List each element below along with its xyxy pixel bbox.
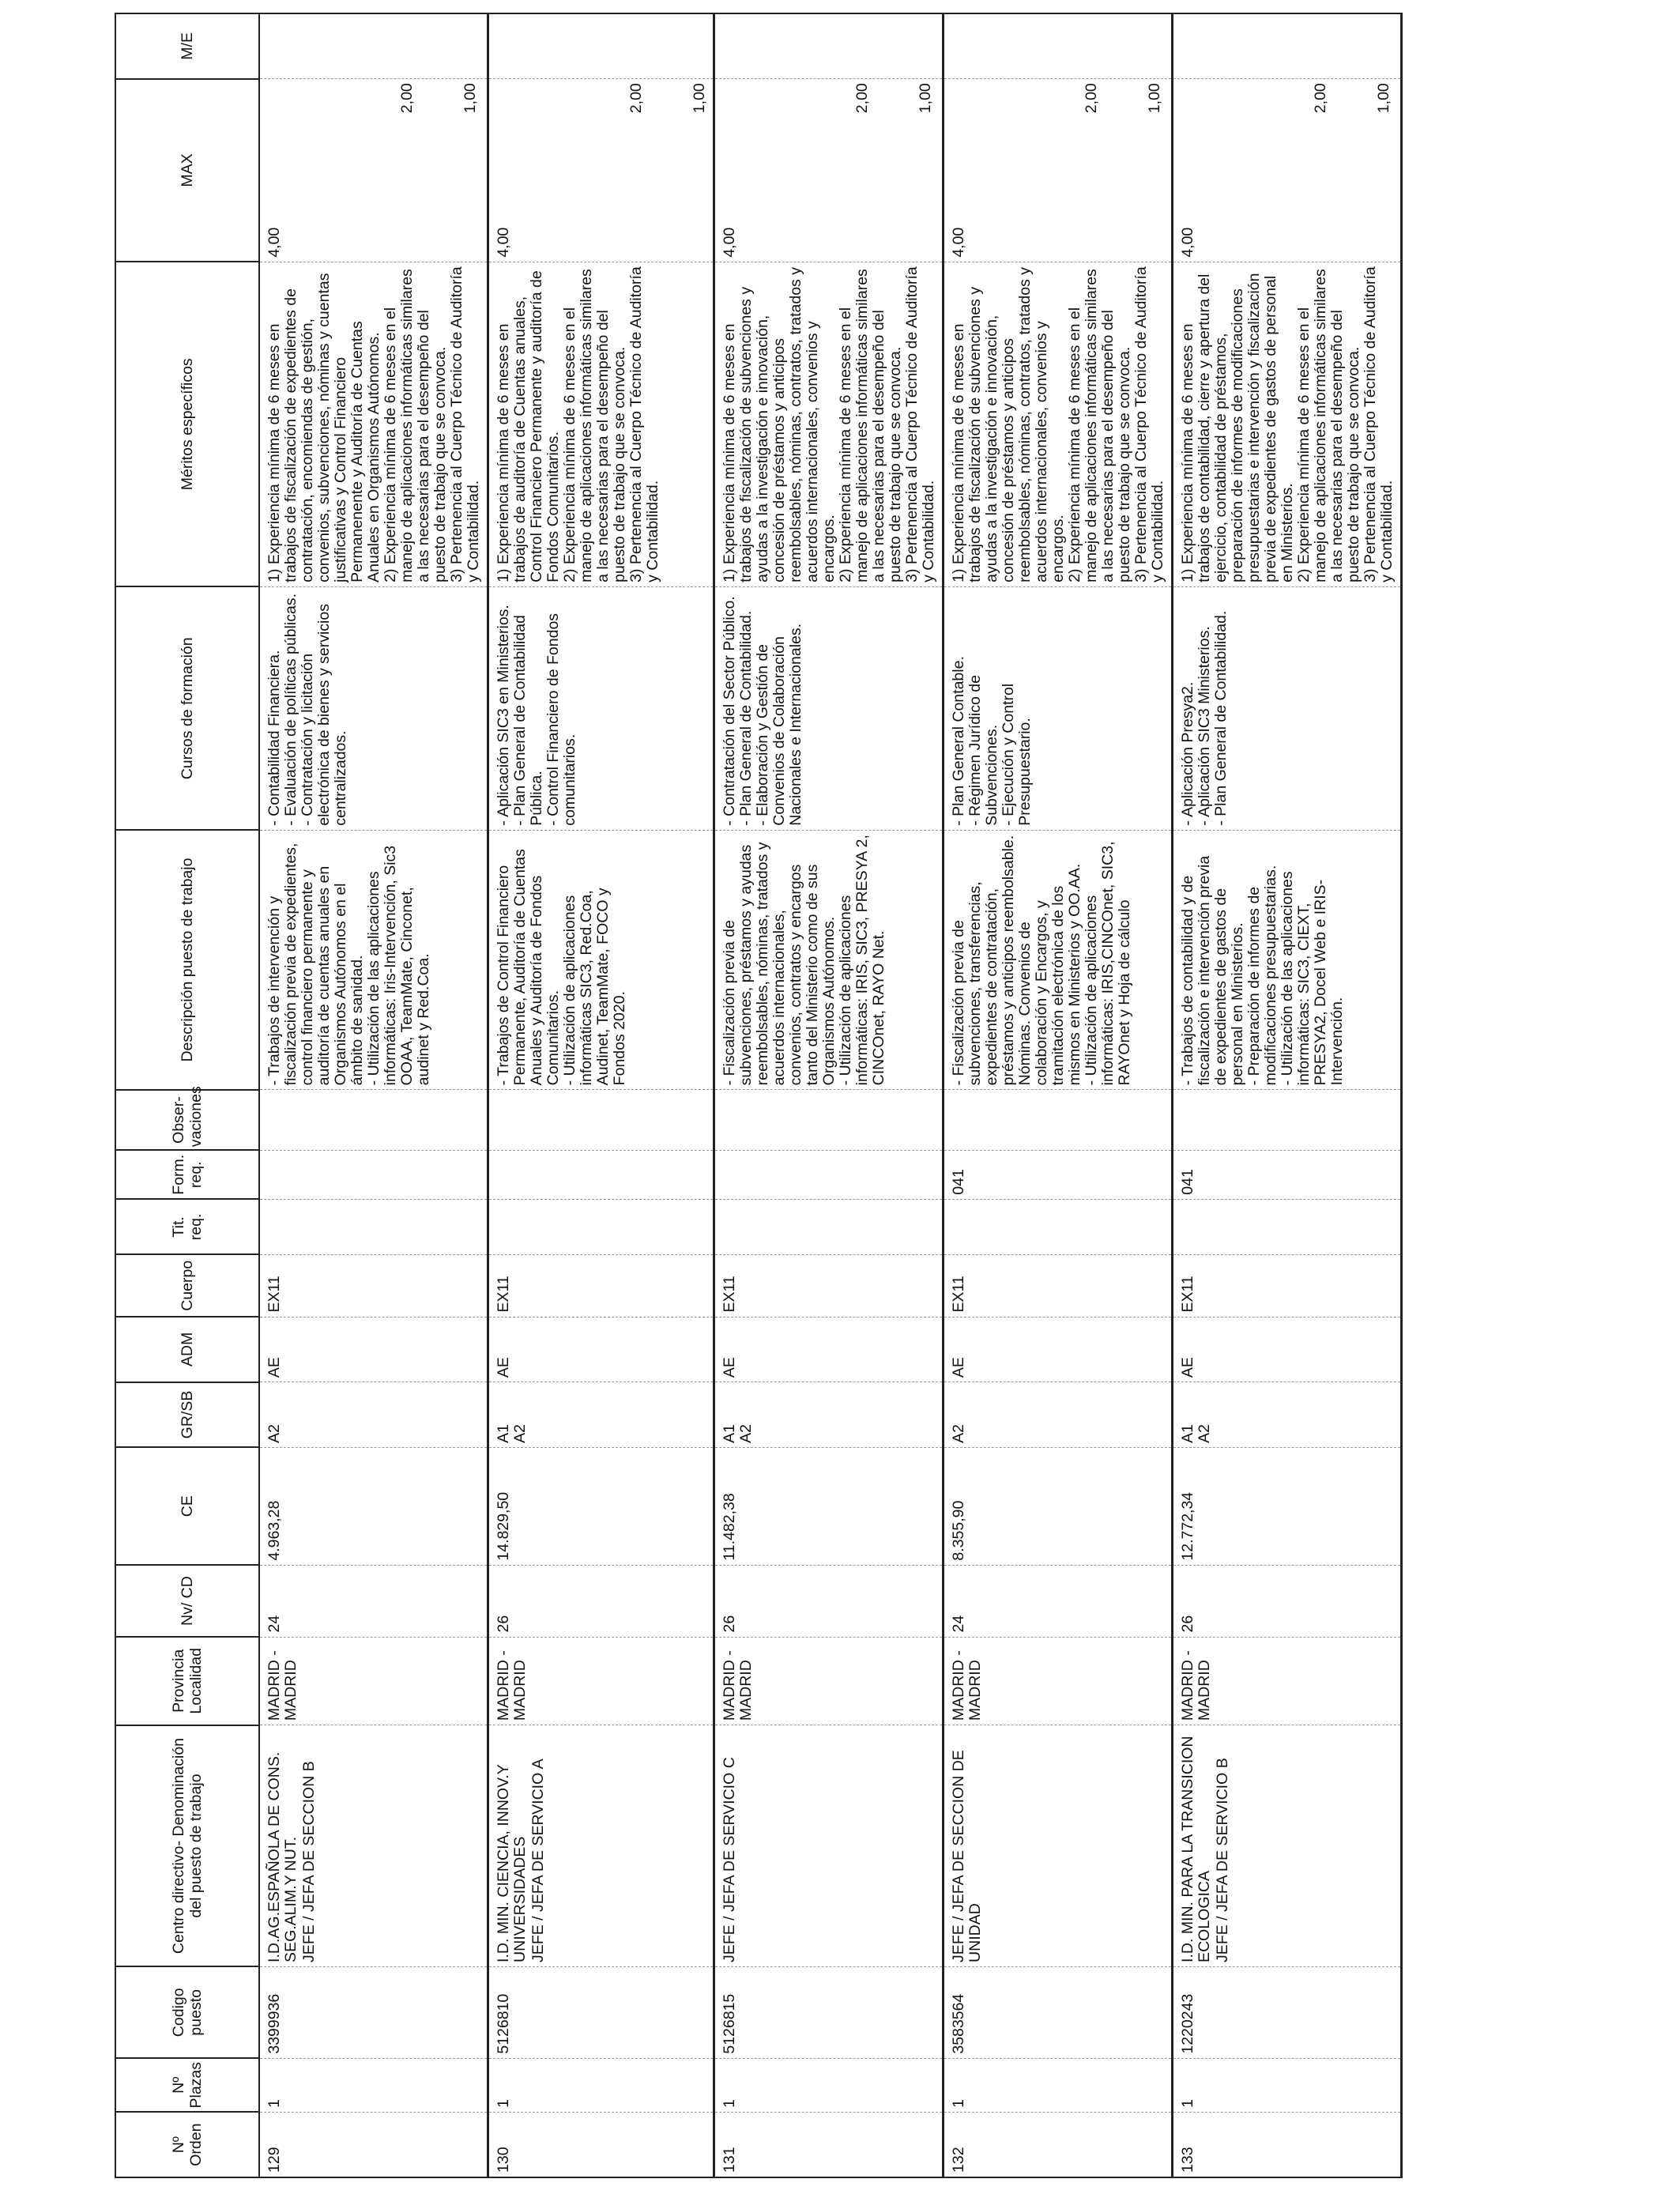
cell-cuerpo xyxy=(488,1255,714,1318)
cell-nivel xyxy=(488,1565,714,1637)
cell-ce xyxy=(714,1447,944,1565)
cell-text-grsb: A1 A2 xyxy=(721,1423,755,1443)
positions-table xyxy=(115,13,1403,2178)
cell-text-provincia: MADRID - MADRID xyxy=(266,1650,299,1721)
table-body xyxy=(259,13,1402,2177)
cell-text-cuerpo: EX11 xyxy=(721,1276,738,1313)
cell-meritos xyxy=(714,262,944,586)
cell-text-grsb: A1 A2 xyxy=(495,1423,529,1443)
cell-descripcion xyxy=(259,830,488,1090)
cell-text-plazas: 1 xyxy=(1179,2098,1196,2108)
position-title: JEFE / JEFA DE SECCION B xyxy=(300,1761,318,1962)
max-score: 1,00 xyxy=(917,83,934,114)
cell-text-codigo: 5126815 xyxy=(721,1993,738,2054)
cell-centro xyxy=(488,1725,714,1967)
cell-text-form: 041 xyxy=(1179,1169,1196,1195)
cell-cuerpo xyxy=(1173,1255,1402,1318)
cell-text-plazas: 1 xyxy=(950,2098,967,2108)
section-title: I.D.AG.ESPAÑOLA DE CONS. SEG.ALIM.Y NUT. xyxy=(266,1751,299,1962)
cell-tit xyxy=(714,1199,944,1254)
cell-codigo xyxy=(259,1966,488,2058)
cell-text-cuerpo: EX11 xyxy=(950,1276,967,1313)
header-plazas: Nº Plazas xyxy=(115,2058,259,2112)
cell-me xyxy=(714,13,944,79)
cell-tit xyxy=(944,1199,1173,1254)
cell-grsb xyxy=(259,1382,488,1448)
cell-nivel xyxy=(1173,1565,1402,1637)
cell-text-provincia: MADRID - MADRID xyxy=(495,1650,529,1721)
cell-text-orden: 130 xyxy=(495,2147,512,2173)
header-cursos: Cursos de formación xyxy=(115,586,259,830)
cell-text-nivel: 26 xyxy=(721,1615,738,1633)
cell-form xyxy=(259,1150,488,1199)
cell-cursos xyxy=(944,586,1173,830)
cell-provincia xyxy=(714,1637,944,1725)
cell-me xyxy=(944,13,1173,79)
cell-orden xyxy=(944,2112,1173,2177)
cell-max xyxy=(259,79,488,262)
cell-text-grsb: A1 A2 xyxy=(1179,1423,1213,1443)
cell-plazas xyxy=(714,2058,944,2112)
cell-text-cursos: - Aplicación SIC3 en Ministerios. - Plan General de Contabilidad Pública. - Control Financiero de Fondos comunitarios. xyxy=(495,605,578,826)
cell-descripcion xyxy=(488,830,714,1090)
cell-text-descripcion: - Fiscalización previa de subvenciones, transferencias, expedientes de contratación, préstamos y anticipos reembolsable. Nóminas. Convenios de colaboración y Encargos, y tramitación electrónica de los mismos en Ministerios y OO.AA. - Utilización de aplicaciones informáticas: IRIS,CINCOnet, SIC3, RAYOnet y Hoja de cálculo xyxy=(950,835,1133,1086)
cell-codigo xyxy=(1173,1966,1402,2058)
cell-tit xyxy=(488,1199,714,1254)
cell-nivel xyxy=(714,1565,944,1637)
cell-plazas xyxy=(1173,2058,1402,2112)
cell-meritos xyxy=(944,262,1173,586)
max-score: 4,00 xyxy=(266,227,283,258)
cell-max xyxy=(944,79,1173,262)
cell-ce xyxy=(944,1447,1173,1565)
header-obs: Obser- vaciones xyxy=(115,1090,259,1150)
cell-max xyxy=(488,79,714,262)
header-codigo: Codigo puesto xyxy=(115,1966,259,2058)
cell-text-cursos: - Contratación del Sector Público. - Plan General de Contabilidad. - Elaboración y Gestión de Convenios de Colaboración Nacionales e Internacionales. xyxy=(721,596,804,826)
cell-grsb xyxy=(1173,1382,1402,1448)
cell-me xyxy=(259,13,488,79)
cell-nivel xyxy=(944,1565,1173,1637)
cell-text-provincia: MADRID - MADRID xyxy=(950,1650,984,1721)
cell-ce xyxy=(1173,1447,1402,1565)
cell-text-cuerpo: EX11 xyxy=(266,1276,283,1313)
cell-text-ce: 11.482,38 xyxy=(721,1493,738,1561)
cell-text-nivel: 26 xyxy=(1179,1615,1196,1633)
cell-text-orden: 133 xyxy=(1179,2147,1196,2173)
header-provincia: Provincia Localidad xyxy=(115,1637,259,1725)
cell-text-ce: 4.963,28 xyxy=(266,1500,283,1561)
header-max: MAX xyxy=(115,79,259,262)
cell-text-codigo: 5126810 xyxy=(495,1993,512,2054)
header-me: M/E xyxy=(115,13,259,79)
max-score: 4,00 xyxy=(721,227,738,258)
cell-cuerpo xyxy=(944,1255,1173,1318)
cell-text-adm: AE xyxy=(266,1357,283,1378)
header-orden: Nº Orden xyxy=(115,2112,259,2177)
cell-text-meritos: 1) Experiencia mínima de 6 meses en trabajos de contabilidad, cierre y apertura del ejercicio, contabilidad de préstamos, preparación de informes de modificaciones presupuestarias e intervención y fiscalización previa de expedientes de gastos de personal en Ministerios. 2) Experiencia mínima de 6 meses en el manejo de aplicaciones informáticas similares a las necesarias para el desempeño del puesto de trabajo que se convoca. 3) Pertenencia al Cuerpo Técnico de Auditoría y Contabilidad. xyxy=(1179,266,1396,582)
cell-text-ce: 8.355,90 xyxy=(950,1500,967,1561)
cell-meritos xyxy=(1173,262,1402,586)
max-score: 4,00 xyxy=(950,227,967,258)
cell-codigo xyxy=(714,1966,944,2058)
cell-plazas xyxy=(944,2058,1173,2112)
cell-text-meritos: 1) Experiencia mínima de 6 meses en trabajos de fiscalización de expedientes de contratación, encomiendas de gestión, convenios, subvenciones, nóminas y cuentas justificativas y Control Financiero Permanenente y Auditoría de Cuentas Anuales en Organismos Autónomos. 2) Experiencia mínima de 6 meses en el manejo de aplicaciones informáticas similares a las necesarias para el desempeño del puesto de trabajo que se convoca. 3) Pertenencia al Cuerpo Técnico de Auditoría y Contabilidad. xyxy=(266,266,482,582)
cell-centro xyxy=(714,1725,944,1967)
cell-grsb xyxy=(714,1382,944,1448)
cell-ce xyxy=(488,1447,714,1565)
cell-ce xyxy=(259,1447,488,1565)
cell-text-codigo: 1220243 xyxy=(1179,1993,1196,2054)
cell-text-plazas: 1 xyxy=(266,2098,283,2108)
cell-max xyxy=(1173,79,1402,262)
cell-descripcion xyxy=(944,830,1173,1090)
cell-text-provincia: MADRID - MADRID xyxy=(721,1650,755,1721)
cell-obs xyxy=(1173,1090,1402,1150)
cell-text-provincia: MADRID - MADRID xyxy=(1179,1650,1213,1721)
max-score: 4,00 xyxy=(1179,227,1196,258)
section-title: I.D. MIN. CIENCIA, INNOV.Y UNIVERSIDADES xyxy=(495,1764,529,1962)
cell-text-cursos: - Plan General Contable. - Régimen Jurídico de Subvenciones. - Ejecución y Control Presupuestario. xyxy=(950,656,1034,826)
cell-text-grsb: A2 xyxy=(266,1423,283,1443)
cell-text-cursos: - Aplicación Presya2. - Aplicación SIC3 Ministerios. - Plan General de Contabilidad. xyxy=(1179,610,1230,826)
cell-provincia xyxy=(1173,1637,1402,1725)
header-grsb: GR/SB xyxy=(115,1382,259,1448)
cell-cursos xyxy=(1173,586,1402,830)
cell-text-orden: 129 xyxy=(266,2147,283,2173)
cell-text-orden: 132 xyxy=(950,2147,967,2173)
cell-text-grsb: A2 xyxy=(950,1423,967,1443)
cell-form xyxy=(488,1150,714,1199)
cell-obs xyxy=(488,1090,714,1150)
cell-adm xyxy=(259,1317,488,1382)
cell-orden xyxy=(1173,2112,1402,2177)
cell-text-cuerpo: EX11 xyxy=(495,1276,512,1313)
cell-tit xyxy=(259,1199,488,1254)
position-title: JEFE / JEFA DE SERVICIO C xyxy=(721,1757,738,1962)
cell-text-descripcion: - Trabajos de intervención y fiscalización previa de expedientes, control financiero permanente y auditoría de cuentas anuales en Organismos Autónomos en el ámbito de sanidad. - Utilización de las aplicaciones informáticas: Iris-Intervención, Sic3 OOAA, TeamMate, Cinconet, audinet y Red.Coa. xyxy=(266,843,432,1086)
max-score: 1,00 xyxy=(1375,83,1392,114)
max-score: 2,00 xyxy=(627,83,645,114)
cell-max xyxy=(714,79,944,262)
table-row xyxy=(944,13,1173,2177)
cell-text-adm: AE xyxy=(721,1357,738,1378)
cell-cursos xyxy=(259,586,488,830)
cell-provincia xyxy=(944,1637,1173,1725)
cell-text-ce: 14.829,50 xyxy=(495,1491,512,1561)
cell-text-adm: AE xyxy=(950,1357,967,1378)
cell-provincia xyxy=(488,1637,714,1725)
cell-text-nivel: 24 xyxy=(266,1615,283,1633)
cell-obs xyxy=(714,1090,944,1150)
cell-orden xyxy=(488,2112,714,2177)
header-ce: CE xyxy=(115,1447,259,1565)
max-score: 1,00 xyxy=(691,83,708,114)
cell-form xyxy=(1173,1150,1402,1199)
cell-centro xyxy=(1173,1725,1402,1967)
cell-meritos xyxy=(259,262,488,586)
cell-meritos xyxy=(488,262,714,586)
header-descripcion: Descripción puesto de trabajo xyxy=(115,830,259,1090)
cell-tit xyxy=(1173,1199,1402,1254)
cell-text-meritos: 1) Experiencia mínima de 6 meses en trabajos de fiscalización de subvenciones y ayudas a la investigación e innovación, concesión de préstamos y anticipos reembolsables, nóminas, contratos, tratados y acuerdos internacionales, convenios y encargos. 2) Experiencia mínima de 6 meses en el manejo de aplicaciones informáticas similares a las necesarias para el desempeño del puesto de trabajo que se convoca. 3) Pertenencia al Cuerpo Técnico de Auditoría y Contabilidad. xyxy=(721,266,937,582)
header-centro: Centro directivo- Denominación del puesto de trabajo xyxy=(115,1725,259,1967)
max-score: 2,00 xyxy=(853,83,871,114)
header-form: Form. req. xyxy=(115,1150,259,1199)
cell-text-descripcion: - Trabajos de contabilidad y de fiscalización e intervención previa de expedientes de gastos de personal en Ministerios. - Preparación de informes de modificaciones presupuestarias. - Utilización de las aplicaciones informáticas: SIC3, CIEXT, PRESYA2, Docel Web e IRIS-Intervención. xyxy=(1179,855,1346,1086)
cell-me xyxy=(488,13,714,79)
header-adm: ADM xyxy=(115,1317,259,1382)
cell-text-nivel: 24 xyxy=(950,1615,967,1633)
cell-text-codigo: 3399936 xyxy=(266,1993,283,2054)
table-row xyxy=(1173,13,1402,2177)
section-title: I.D. MIN. PARA LA TRANSICION ECOLOGICA xyxy=(1179,1736,1213,1962)
table-row xyxy=(488,13,714,2177)
cell-grsb xyxy=(488,1382,714,1448)
max-score: 2,00 xyxy=(1312,83,1329,114)
cell-centro xyxy=(944,1725,1173,1967)
cell-text-meritos: 1) Experiencia mínima de 6 meses en trabajos de auditoría de Cuentas anuales, Control Financiero Permanente y auditoría de Fondos Comunitarios. 2) Experiencia mínima de 6 meses en el manejo de aplicaciones informáticas similares a las necesarias para el desempeño del puesto de trabajo que se convoca. 3) Pertenencia al Cuerpo Técnico de Auditoría y Contabilidad. xyxy=(495,266,661,582)
cell-text-form: 041 xyxy=(950,1169,967,1195)
cell-provincia xyxy=(259,1637,488,1725)
cell-adm xyxy=(488,1317,714,1382)
cell-text-nivel: 26 xyxy=(495,1615,512,1633)
cell-obs xyxy=(944,1090,1173,1150)
table-row xyxy=(259,13,488,2177)
header-meritos: Méritos específicos xyxy=(115,262,259,586)
cell-codigo xyxy=(944,1966,1173,2058)
cell-text-descripcion: - Fiscalización previa de subvenciones, préstamos y ayudas reembolsables, nóminas, tratados y acuerdos internacionales, convenios, contratos y encargos tanto del Ministerio como de sus Organismos Autónomos. - Utilización de aplicaciones informáticas: IRIS, SIC3, PRESYA 2, CINCOnet, RAYO Net. xyxy=(721,835,887,1086)
cell-text-ce: 12.772,34 xyxy=(1179,1491,1196,1561)
cell-cuerpo xyxy=(714,1255,944,1318)
cell-adm xyxy=(714,1317,944,1382)
cell-descripcion xyxy=(714,830,944,1090)
position-title: JEFE / JEFA DE SERVICIO B xyxy=(1214,1758,1231,1962)
position-title: JEFE / JEFA DE SECCION DE UNIDAD xyxy=(950,1750,984,1962)
cell-orden xyxy=(259,2112,488,2177)
position-title: JEFE / JEFA DE SERVICIO A xyxy=(529,1759,547,1962)
cell-text-meritos: 1) Experiencia mínima de 6 meses en trabajos de fiscalización de subvenciones y ayudas a la investigación e innovación, concesión de préstamos y anticipos reembolsables, nóminas, contratos, tratados y acuerdos internacionales, convenios y encargos. 2) Experiencia mínima de 6 meses en el manejo de aplicaciones informáticas similares a las necesarias para el desempeño del puesto de trabajo que se convoca. 3) Pertenencia al Cuerpo Técnico de Auditoría y Contabilidad. xyxy=(950,266,1166,582)
header-nivel: Nv/ CD xyxy=(115,1565,259,1637)
cell-text-adm: AE xyxy=(1179,1357,1196,1378)
max-score: 1,00 xyxy=(1146,83,1163,114)
cell-orden xyxy=(714,2112,944,2177)
cell-text-plazas: 1 xyxy=(495,2098,512,2108)
header-tit: Tit. req. xyxy=(115,1199,259,1254)
cell-text-codigo: 3583564 xyxy=(950,1993,967,2054)
cell-text-plazas: 1 xyxy=(721,2098,738,2108)
cell-adm xyxy=(944,1317,1173,1382)
cell-me xyxy=(1173,13,1402,79)
cell-form xyxy=(944,1150,1173,1199)
cell-codigo xyxy=(488,1966,714,2058)
max-score: 2,00 xyxy=(1083,83,1100,114)
max-score: 2,00 xyxy=(398,83,416,114)
cell-grsb xyxy=(944,1382,1173,1448)
cell-adm xyxy=(1173,1317,1402,1382)
cell-obs xyxy=(259,1090,488,1150)
table-row xyxy=(714,13,944,2177)
cell-cursos xyxy=(488,586,714,830)
cell-plazas xyxy=(259,2058,488,2112)
cell-text-cursos: - Contabilidad Financiera. - Evaluación de políticas públicas. - Contratación y licitación electrónica de bienes y servicios centralizados. xyxy=(266,594,349,826)
header-cuerpo: Cuerpo xyxy=(115,1255,259,1318)
cell-text-orden: 131 xyxy=(721,2147,738,2173)
cell-nivel xyxy=(259,1565,488,1637)
cell-form xyxy=(714,1150,944,1199)
max-score: 1,00 xyxy=(461,83,479,114)
cell-plazas xyxy=(488,2058,714,2112)
cell-cuerpo xyxy=(259,1255,488,1318)
cell-text-descripcion: - Trabajos de Control Financiero Permanente, Auditoría de Cuentas Anuales y Auditoría de Fondos Comunitarios. - Utilización de aplicaciones informáticas SIC3, Red.Coa, Audinet, TeamMate, FOCO y Fondos 2020. xyxy=(495,849,628,1086)
cell-text-adm: AE xyxy=(495,1357,512,1378)
cell-cursos xyxy=(714,586,944,830)
cell-centro xyxy=(259,1725,488,1967)
cell-text-cuerpo: EX11 xyxy=(1179,1276,1196,1313)
header-row xyxy=(115,13,259,2177)
max-score: 4,00 xyxy=(495,227,512,258)
cell-descripcion xyxy=(1173,830,1402,1090)
